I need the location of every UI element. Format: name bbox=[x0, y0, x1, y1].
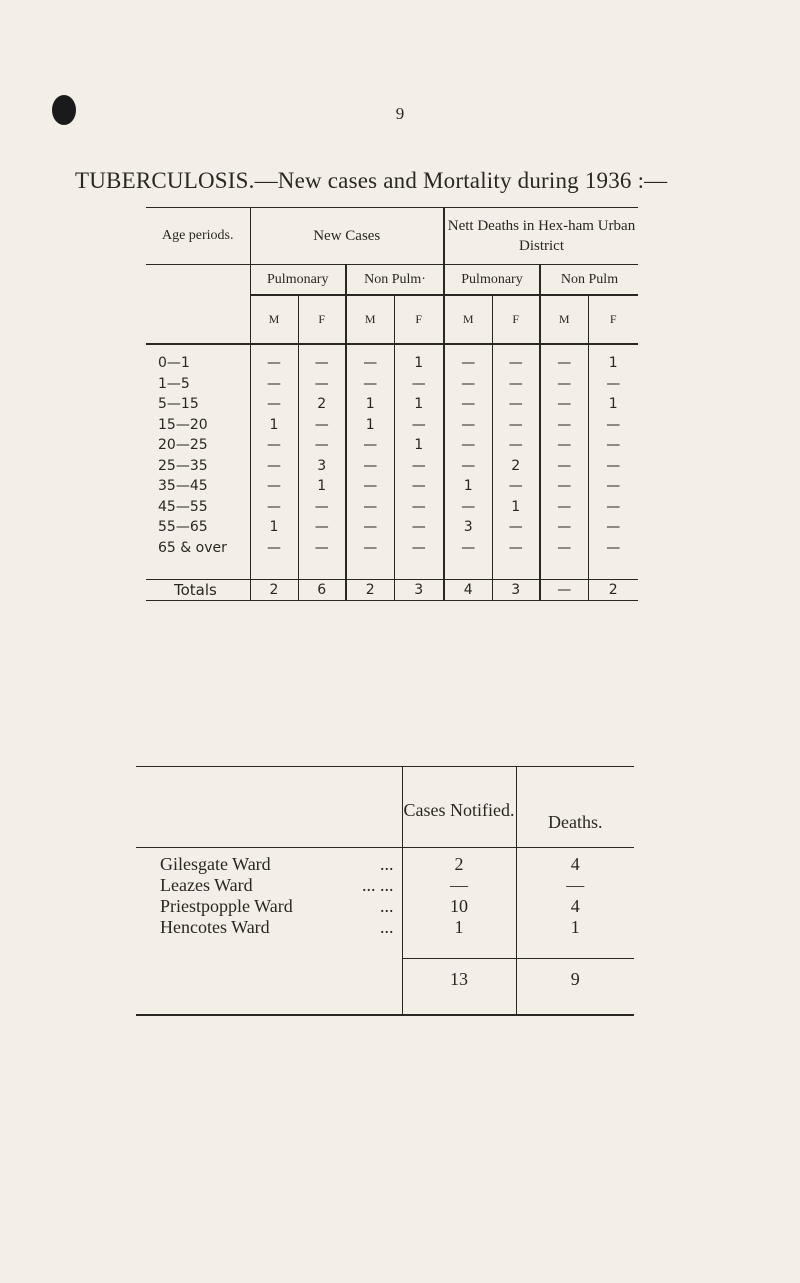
table-cell: 1 bbox=[346, 415, 394, 436]
deaths: 4 bbox=[516, 896, 634, 917]
table-cell: 1 bbox=[394, 344, 444, 374]
table-cell: — bbox=[444, 456, 492, 477]
ward-name: Gilesgate Ward bbox=[136, 848, 336, 876]
header-deaths: Deaths. bbox=[516, 767, 634, 848]
table-cell: — bbox=[492, 538, 540, 559]
deaths: — bbox=[516, 875, 634, 896]
table-cell: — bbox=[444, 394, 492, 415]
totals-row bbox=[146, 579, 638, 601]
table-row bbox=[146, 374, 638, 395]
header-age-periods: Age periods. bbox=[146, 208, 250, 265]
table-cell: — bbox=[588, 497, 638, 518]
total-deaths: 9 bbox=[516, 958, 634, 1015]
table-cell: — bbox=[492, 394, 540, 415]
table-cell: — bbox=[444, 435, 492, 456]
table-cell: — bbox=[394, 517, 444, 538]
table-cell: — bbox=[346, 497, 394, 518]
total-cell: 2 bbox=[250, 579, 298, 601]
table-cell: — bbox=[588, 456, 638, 477]
header-new-cases: New Cases bbox=[250, 208, 444, 265]
table-cell: — bbox=[250, 538, 298, 559]
ward-row bbox=[136, 875, 634, 896]
table-cell: — bbox=[346, 374, 394, 395]
ward-row bbox=[136, 917, 634, 938]
table-cell: — bbox=[444, 497, 492, 518]
table-cell: — bbox=[394, 456, 444, 477]
sex-label: F bbox=[588, 295, 638, 344]
table-cell: 2 bbox=[298, 394, 346, 415]
table-cell: — bbox=[298, 374, 346, 395]
ward-row bbox=[136, 896, 634, 917]
table-row bbox=[146, 517, 638, 538]
table-cell: — bbox=[298, 497, 346, 518]
tuberculosis-table bbox=[146, 207, 638, 601]
table-cell: — bbox=[444, 415, 492, 436]
table-cell: — bbox=[250, 374, 298, 395]
age-period: 25—35 bbox=[158, 457, 208, 474]
table-cell: — bbox=[394, 538, 444, 559]
table-cell: — bbox=[540, 476, 588, 497]
table-cell: — bbox=[540, 415, 588, 436]
table-cell: — bbox=[394, 374, 444, 395]
table-cell: — bbox=[540, 538, 588, 559]
age-period: 15—20 bbox=[158, 416, 208, 433]
table-cell: — bbox=[588, 538, 638, 559]
table-cell: — bbox=[346, 476, 394, 497]
table-cell: — bbox=[394, 497, 444, 518]
table-cell: — bbox=[588, 517, 638, 538]
table-cell: 1 bbox=[444, 476, 492, 497]
age-period: 0—1 bbox=[158, 355, 190, 372]
table-cell: — bbox=[540, 344, 588, 374]
sex-label: F bbox=[298, 295, 346, 344]
leader-dots: ... bbox=[380, 896, 394, 916]
leader-dots: ... ... bbox=[362, 875, 394, 895]
table-cell: — bbox=[298, 517, 346, 538]
table-cell: — bbox=[250, 497, 298, 518]
page-title: TUBERCULOSIS.—New cases and Mortality during 1936 :— bbox=[75, 168, 668, 193]
table-cell: — bbox=[540, 456, 588, 477]
sex-label: F bbox=[492, 295, 540, 344]
table-cell: — bbox=[298, 538, 346, 559]
table-cell: — bbox=[298, 415, 346, 436]
table-cell: 1 bbox=[588, 344, 638, 374]
table-cell: — bbox=[492, 415, 540, 436]
table-row bbox=[146, 497, 638, 518]
table-cell: — bbox=[588, 374, 638, 395]
age-period: 5—15 bbox=[158, 396, 199, 413]
table-cell: — bbox=[250, 344, 298, 374]
table-cell: — bbox=[250, 476, 298, 497]
table-cell: 1 bbox=[250, 415, 298, 436]
total-cell: 2 bbox=[588, 579, 638, 601]
cases-notified: 10 bbox=[402, 896, 516, 917]
leader-dots: ... bbox=[380, 917, 394, 937]
table-row bbox=[146, 435, 638, 456]
totals-label: Totals bbox=[146, 579, 250, 601]
sex-label: F bbox=[394, 295, 444, 344]
age-period: 35—45 bbox=[158, 478, 208, 495]
sex-label: M bbox=[250, 295, 298, 344]
table-cell: — bbox=[250, 456, 298, 477]
leader-dots: ... bbox=[336, 848, 402, 876]
ward-name: Priestpopple Ward bbox=[160, 896, 293, 916]
table-cell: 1 bbox=[298, 476, 346, 497]
header-nett-deaths: Nett Deaths in Hex-ham Urban District bbox=[444, 208, 638, 265]
table-cell: — bbox=[492, 374, 540, 395]
table-cell: — bbox=[394, 415, 444, 436]
table-cell: — bbox=[444, 374, 492, 395]
age-period: 65 & over bbox=[158, 539, 227, 556]
total-cell: 6 bbox=[298, 579, 346, 601]
total-cell: 3 bbox=[394, 579, 444, 601]
table-cell: — bbox=[346, 435, 394, 456]
table-row bbox=[146, 538, 638, 559]
table-cell: — bbox=[540, 374, 588, 395]
table-cell: 3 bbox=[298, 456, 346, 477]
table-cell: — bbox=[492, 344, 540, 374]
ward-row bbox=[136, 848, 634, 876]
ward-name: Hencotes Ward bbox=[160, 917, 270, 937]
sex-label: M bbox=[346, 295, 394, 344]
table-cell: — bbox=[346, 517, 394, 538]
table-row bbox=[146, 415, 638, 436]
table-cell: 2 bbox=[492, 456, 540, 477]
table-cell: — bbox=[346, 344, 394, 374]
total-cell: — bbox=[540, 579, 588, 601]
table-cell: — bbox=[444, 538, 492, 559]
header-non-pulm-new: Non Pulm· bbox=[346, 265, 444, 296]
table-row bbox=[146, 344, 638, 374]
header-pulmonary-new: Pulmonary bbox=[250, 265, 346, 296]
table-cell: — bbox=[298, 435, 346, 456]
table-cell: — bbox=[444, 344, 492, 374]
sex-label: M bbox=[540, 295, 588, 344]
header-pulmonary-deaths: Pulmonary bbox=[444, 265, 540, 296]
table-row bbox=[146, 394, 638, 415]
age-period: 55—65 bbox=[158, 519, 208, 536]
table-cell: — bbox=[346, 456, 394, 477]
deaths: 1 bbox=[516, 917, 634, 938]
total-cell: 3 bbox=[492, 579, 540, 601]
table-cell: 1 bbox=[346, 394, 394, 415]
table-cell: — bbox=[250, 394, 298, 415]
table-cell: — bbox=[588, 435, 638, 456]
age-period: 20—25 bbox=[158, 437, 208, 454]
table-row bbox=[146, 456, 638, 477]
table-cell: 3 bbox=[444, 517, 492, 538]
table-cell: — bbox=[492, 435, 540, 456]
table-cell: — bbox=[540, 497, 588, 518]
table-cell: — bbox=[298, 344, 346, 374]
table-cell: — bbox=[346, 538, 394, 559]
table-cell: — bbox=[250, 435, 298, 456]
header-non-pulm-deaths: Non Pulm bbox=[540, 265, 638, 296]
total-cell: 2 bbox=[346, 579, 394, 601]
total-cases: 13 bbox=[402, 958, 516, 1015]
table-cell: 1 bbox=[588, 394, 638, 415]
deaths: 4 bbox=[516, 848, 634, 876]
table-cell: — bbox=[588, 415, 638, 436]
total-cell: 4 bbox=[444, 579, 492, 601]
table-cell: 1 bbox=[394, 435, 444, 456]
cases-notified: 2 bbox=[402, 848, 516, 876]
table-cell: 1 bbox=[250, 517, 298, 538]
header-cases-notified: Cases Notified. bbox=[402, 767, 516, 848]
table-cell: — bbox=[588, 476, 638, 497]
table-cell: — bbox=[540, 394, 588, 415]
age-period: 1—5 bbox=[158, 375, 190, 392]
table-cell: — bbox=[540, 435, 588, 456]
ward-table bbox=[136, 766, 634, 1016]
sex-label: M bbox=[444, 295, 492, 344]
table-row bbox=[146, 476, 638, 497]
table-cell: — bbox=[492, 517, 540, 538]
cases-notified: — bbox=[402, 875, 516, 896]
table-cell: 1 bbox=[492, 497, 540, 518]
age-period: 45—55 bbox=[158, 498, 208, 515]
table-cell: — bbox=[540, 517, 588, 538]
page-number: 9 bbox=[395, 104, 405, 123]
cases-notified: 1 bbox=[402, 917, 516, 938]
table-cell: 1 bbox=[394, 394, 444, 415]
table-cell: — bbox=[394, 476, 444, 497]
table-cell: — bbox=[492, 476, 540, 497]
ward-name: Leazes Ward bbox=[160, 875, 253, 895]
